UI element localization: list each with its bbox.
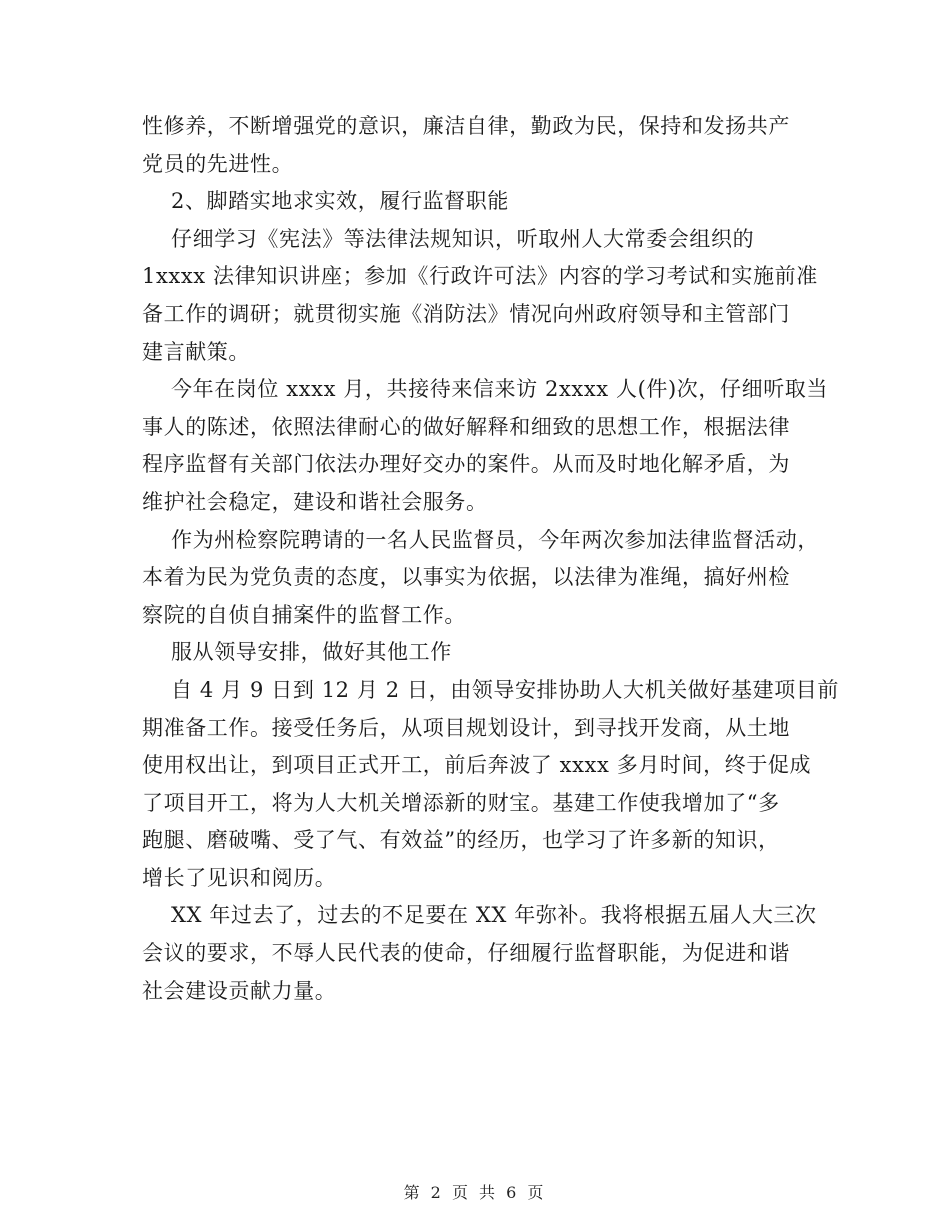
text-line: 仔细学习《宪法》等法律法规知识，听取州人大常委会组织的 <box>171 226 755 251</box>
text-line: 了项目开工，将为人大机关增添新的财宝。基建工作使我增加了“多 <box>142 790 780 815</box>
text-line: 社会建设贡献力量。 <box>142 978 337 1003</box>
text-line: 党员的先进性。 <box>142 151 294 176</box>
text-line: 今年在岗位 xxxx 月，共接待来信来访 2xxxx 人(件)次，仔细听取当 <box>171 377 828 402</box>
text-line: 程序监督有关部门依法办理好交办的案件。从而及时地化解矛盾，为 <box>142 452 790 477</box>
text-line: 察院的自侦自捕案件的监督工作。 <box>142 602 466 627</box>
text-line: 增长了见识和阅历。 <box>142 865 337 890</box>
text-line: 建言献策。 <box>142 339 250 364</box>
text-line: 2、脚踏实地求实效，履行监督职能 <box>171 189 509 214</box>
text-line: 会议的要求，不辱人民代表的使命，仔细履行监督职能，为促进和谐 <box>142 941 790 966</box>
document-body <box>142 108 840 1010</box>
text-line: 本着为民为党负责的态度，以事实为依据，以法律为准绳，搞好州检 <box>142 565 790 590</box>
text-line: 跑腿、磨破嘴、受了气、有效益”的经历，也学习了许多新的知识， <box>142 828 780 853</box>
text-line: 使用权出让，到项目正式开工，前后奔波了 xxxx 多月时间，终于促成 <box>142 753 812 778</box>
text-line: 作为州检察院聘请的一名人民监督员，今年两次参加法律监督活动， <box>171 527 819 552</box>
text-line: 备工作的调研；就贯彻实施《消防法》情况向州政府领导和主管部门 <box>142 301 790 326</box>
text-line: 期准备工作。接受任务后，从项目规划设计，到寻找开发商，从土地 <box>142 715 790 740</box>
text-line: 服从领导安排，做好其他工作 <box>171 640 452 665</box>
text-line: XX 年过去了，过去的不足要在 XX 年弥补。我将根据五届人大三次 <box>171 903 817 928</box>
text-line: 自 4 月 9 日到 12 月 2 日，由领导安排协助人大机关做好基建项目前 <box>171 677 840 702</box>
page-footer: 第 2 页 共 6 页 <box>403 1183 547 1202</box>
text-line: 1xxxx 法律知识讲座；参加《行政许可法》内容的学习考试和实施前准 <box>142 264 818 289</box>
text-line: 维护社会稳定，建设和谐社会服务。 <box>142 489 488 514</box>
text-line: 性修养，不断增强党的意识，廉洁自律，勤政为民，保持和发扬共产 <box>142 114 790 138</box>
text-line: 事人的陈述，依照法律耐心的做好解释和细致的思想工作，根据法律 <box>142 414 790 439</box>
